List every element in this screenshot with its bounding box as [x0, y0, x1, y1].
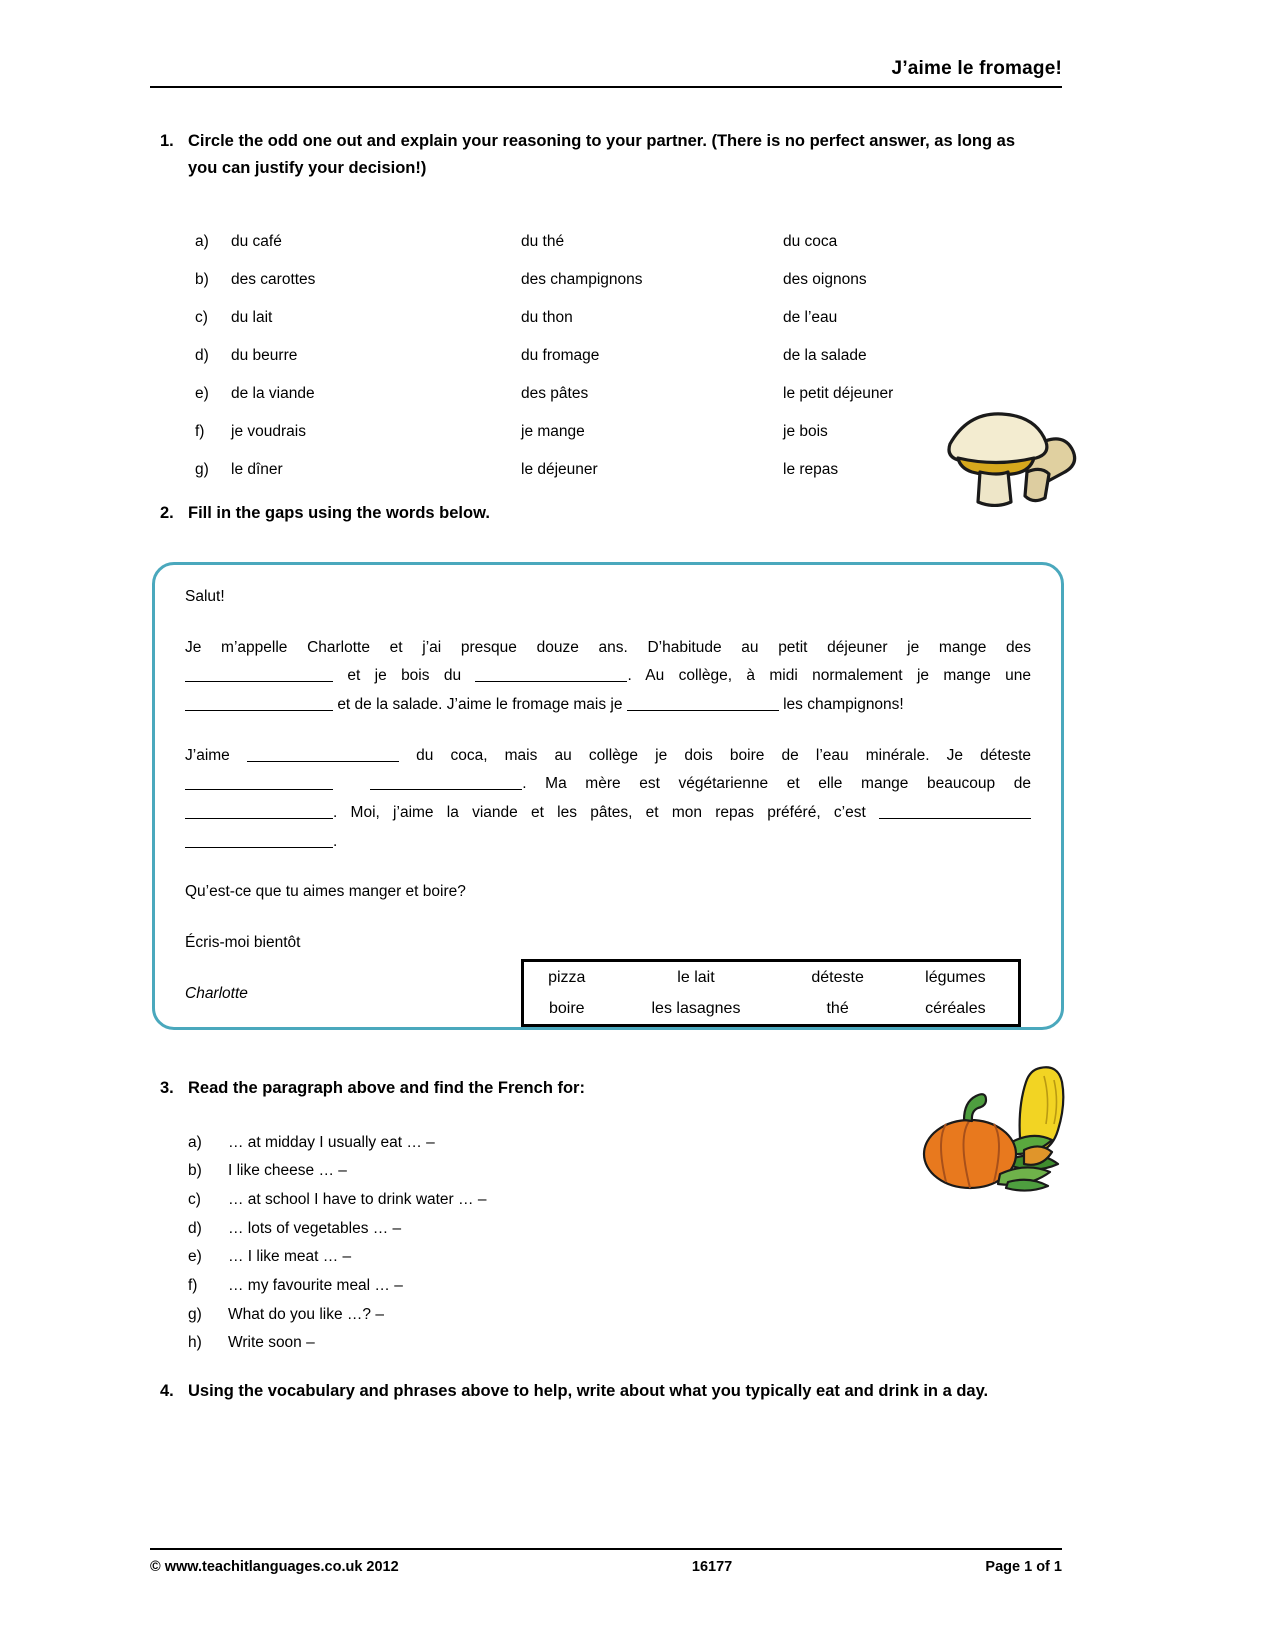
- question-4-number: 4.: [160, 1382, 174, 1400]
- option-cell[interactable]: je mange: [521, 422, 585, 440]
- option-cell[interactable]: du café: [231, 232, 282, 250]
- letter-signature: Charlotte: [185, 984, 248, 1002]
- gap-blank[interactable]: [370, 774, 522, 790]
- table-row: [195, 336, 935, 374]
- letter-text: . Moi, j’aime la viande et les pâtes, et mon repas préféré, c’est: [333, 804, 866, 822]
- gap-blank[interactable]: [185, 695, 333, 711]
- word-bank-cell[interactable]: céréales: [925, 1000, 986, 1018]
- question-2-heading: [160, 500, 1040, 527]
- option-cell[interactable]: des pâtes: [521, 384, 589, 402]
- question-1-number: 1.: [160, 132, 174, 150]
- gap-blank[interactable]: [247, 745, 399, 761]
- option-cell[interactable]: du fromage: [521, 346, 600, 364]
- row-label: g): [195, 460, 209, 478]
- letter-closing: Écris-moi bientôt: [185, 934, 301, 952]
- word-bank-cell[interactable]: thé: [826, 1000, 849, 1018]
- question-3-text: Read the paragraph above and find the French for:: [188, 1079, 585, 1097]
- list-item-text[interactable]: … my favourite meal … –: [228, 1277, 403, 1295]
- odd-one-out-table: [195, 222, 935, 488]
- table-row: [195, 412, 935, 450]
- header-divider: [150, 86, 1062, 88]
- option-cell[interactable]: du beurre: [231, 346, 298, 364]
- list-item-label: c): [188, 1190, 201, 1208]
- list-item-label: h): [188, 1334, 202, 1352]
- letter-paragraph-1: [185, 634, 1031, 720]
- list-item-text[interactable]: Write soon –: [228, 1334, 315, 1352]
- gap-blank[interactable]: [475, 666, 627, 682]
- option-cell[interactable]: du thé: [521, 232, 565, 250]
- footer-page-number: Page 1 of 1: [985, 1559, 1062, 1575]
- row-label: b): [195, 270, 209, 288]
- list-item: [188, 1271, 486, 1300]
- list-item: [188, 1128, 486, 1157]
- question-3-number: 3.: [160, 1079, 174, 1097]
- question-2-text: Fill in the gaps using the words below.: [188, 504, 490, 522]
- row-label: e): [195, 384, 209, 402]
- option-cell[interactable]: de l’eau: [783, 308, 838, 326]
- gap-blank[interactable]: [185, 803, 333, 819]
- list-item-label: d): [188, 1219, 202, 1237]
- question-1-heading: [160, 128, 1040, 181]
- list-item: [188, 1157, 486, 1186]
- list-item-label: e): [188, 1248, 202, 1266]
- table-row: [195, 298, 935, 336]
- letter-text: J’aime: [185, 746, 230, 764]
- pumpkin-squash-icon: [912, 1058, 1087, 1193]
- option-cell[interactable]: du thon: [521, 308, 573, 326]
- list-item-text[interactable]: … lots of vegetables … –: [228, 1219, 402, 1237]
- letter-text: . Ma mère est végétarienne et elle mange beaucoup de: [522, 775, 1031, 793]
- gap-blank[interactable]: [879, 803, 1031, 819]
- list-item: [188, 1214, 486, 1243]
- page-header: [150, 58, 1062, 88]
- list-item-text[interactable]: What do you like …? –: [228, 1305, 384, 1323]
- list-item-text[interactable]: … I like meat … –: [228, 1248, 352, 1266]
- find-french-list: [188, 1128, 486, 1358]
- list-item-label: b): [188, 1162, 202, 1180]
- gap-blank[interactable]: [185, 774, 333, 790]
- list-item-label: g): [188, 1305, 202, 1323]
- letter-text: .: [333, 832, 338, 850]
- table-row: [195, 450, 935, 488]
- question-3-heading: [160, 1075, 920, 1102]
- list-item-text[interactable]: … at school I have to drink water … –: [228, 1190, 487, 1208]
- list-item-label: a): [188, 1133, 202, 1151]
- option-cell[interactable]: le petit déjeuner: [783, 384, 894, 402]
- option-cell[interactable]: le dîner: [231, 460, 283, 478]
- gap-blank[interactable]: [185, 831, 333, 847]
- word-bank-cell[interactable]: pizza: [548, 969, 586, 986]
- letter-paragraph-2: [185, 742, 1031, 857]
- option-cell[interactable]: le repas: [783, 460, 839, 478]
- odd-one-out-body: [195, 222, 935, 488]
- list-item-text[interactable]: I like cheese … –: [228, 1162, 347, 1180]
- letter-text: du coca, mais au collège je dois boire de l’eau minérale. Je déteste: [416, 746, 1031, 764]
- letter-text: . Au collège, à midi normalement je mange une: [627, 667, 1031, 685]
- letter-question: Qu’est-ce que tu aimes manger et boire?: [185, 883, 466, 901]
- gap-blank[interactable]: [627, 695, 779, 711]
- row-label: c): [195, 308, 208, 326]
- table-row: [195, 222, 935, 260]
- letter-body: [185, 583, 1031, 1017]
- letter-greeting: Salut!: [185, 588, 225, 605]
- word-bank-cell[interactable]: boire: [548, 1000, 585, 1018]
- option-cell[interactable]: de la viande: [231, 384, 315, 402]
- list-item: [188, 1243, 486, 1272]
- table-row: [195, 260, 935, 298]
- list-item-label: f): [188, 1277, 198, 1295]
- table-row: [523, 961, 1020, 994]
- table-row: [195, 374, 935, 412]
- question-4-text: Using the vocabulary and phrases above to help, write about what you typically eat and drink in a day.: [188, 1382, 989, 1400]
- option-cell[interactable]: je voudrais: [231, 422, 306, 440]
- option-cell[interactable]: du lait: [231, 308, 273, 326]
- word-bank-cell[interactable]: les lasagnes: [651, 1000, 741, 1018]
- table-row: [523, 993, 1020, 1026]
- page-title: J’aime le fromage!: [891, 58, 1062, 79]
- word-bank-cell[interactable]: déteste: [811, 969, 864, 986]
- letter-text: et de la salade. J’aime le fromage mais je: [337, 696, 623, 714]
- row-label: f): [195, 422, 205, 440]
- footer-resource-id: 16177: [691, 1559, 733, 1575]
- letter-text: et je bois du: [347, 667, 462, 685]
- gap-blank[interactable]: [185, 666, 333, 682]
- word-bank-body: [523, 961, 1020, 1026]
- question-1-text: Circle the odd one out and explain your reasoning to your partner. (There is no perfect answer, as long as you can justify your decision!): [188, 132, 1016, 177]
- footer-copyright: © www.teachitlanguages.co.uk 2012: [150, 1559, 399, 1575]
- letter-text: les champignons!: [783, 696, 904, 714]
- list-item-text[interactable]: … at midday I usually eat … –: [228, 1133, 435, 1151]
- list-item: [188, 1329, 486, 1358]
- gap-fill-panel: [152, 562, 1064, 1030]
- option-cell[interactable]: des champignons: [521, 270, 643, 288]
- option-cell[interactable]: je bois: [783, 422, 828, 440]
- letter-text: Je m’appelle Charlotte et j’ai presque douze ans. D’habitude au petit déjeuner je mange des: [185, 638, 1031, 656]
- word-bank-cell[interactable]: légumes: [925, 969, 986, 986]
- option-cell[interactable]: des carottes: [231, 270, 316, 288]
- mushrooms-icon: [928, 392, 1078, 507]
- option-cell[interactable]: le déjeuner: [521, 460, 598, 478]
- question-4-heading: [160, 1378, 1040, 1405]
- option-cell[interactable]: des oignons: [783, 270, 867, 288]
- list-item: [188, 1185, 486, 1214]
- option-cell[interactable]: du coca: [783, 232, 838, 250]
- question-2-number: 2.: [160, 504, 174, 522]
- word-bank-table: [521, 959, 1021, 1027]
- list-item: [188, 1300, 486, 1329]
- row-label: d): [195, 346, 209, 364]
- page-footer: [150, 1548, 1062, 1575]
- row-label: a): [195, 232, 209, 250]
- word-bank-cell[interactable]: le lait: [677, 969, 715, 986]
- option-cell[interactable]: de la salade: [783, 346, 867, 364]
